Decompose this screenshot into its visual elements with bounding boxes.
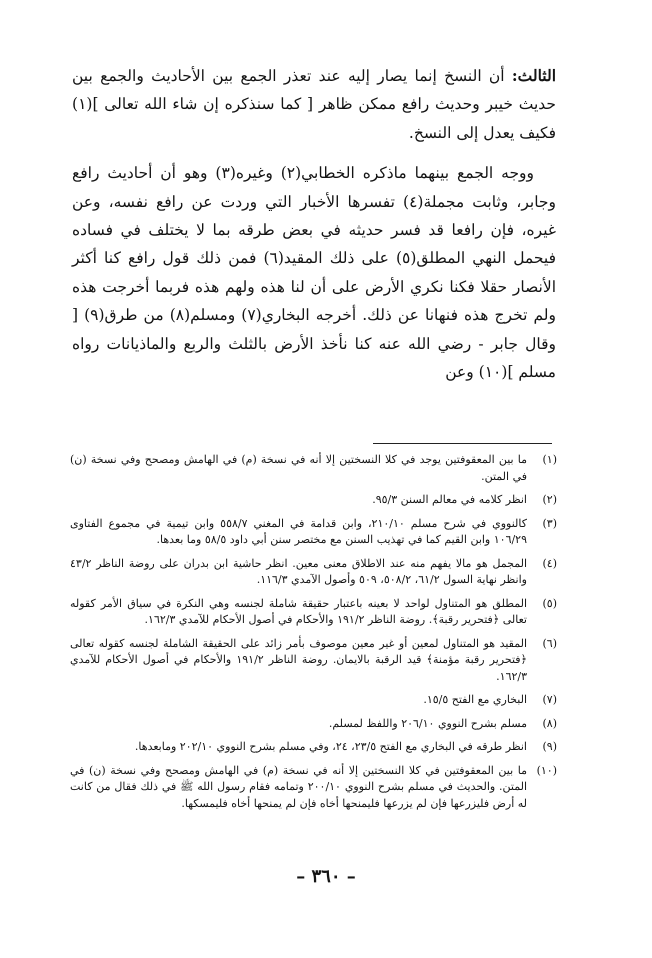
main-text xyxy=(72,62,556,386)
page-number: – ٣٦٠ – xyxy=(296,866,356,887)
footnote xyxy=(70,692,557,709)
footnote xyxy=(70,452,557,485)
paragraph-1-text: أن النسخ إنما يصار إليه عند تعذر الجمع بين الأحاديث والجمع بين حديث خيبر وحديث رافع ممكن ظاهر [ كما سنذكره إن شاء الله تعالى ](١) فكيف يعدل إلى النسخ. xyxy=(72,67,556,142)
footnote-text: المطلق هو المتناول لواحد لا بعينه باعتبار حقيقة شاملة لجنسه وهي النكرة في سياق الأمر كقوله تعالى ﴿فتحرير رقبة﴾. روضة الناظر ١٩١/٢ والأحكام في أصول الأحكام للآمدي ١٦٢/٣. xyxy=(70,596,527,626)
footnote-text: انظر طرقه في البخاري مع الفتح ٢٣/٥، ٢٤، وفي مسلم بشرح النووي ٢٠٢/١٠ ومابعدها. xyxy=(134,740,527,753)
footnote-number: (٣) xyxy=(542,516,557,530)
footnotes xyxy=(70,452,557,819)
footnote-text: المقيد هو المتناول لمعين أو غير معين موصوف بأمر زائد على الحقيقة الشاملة لجنسه كقوله تعالى ﴿فتحرير رقبة مؤمنة﴾ قيد الرقبة بالايمان. روضة الناظر ١٩١/٢ والأحكام في أصول الأحكام للآمدي ١٦٢/٣. xyxy=(70,636,527,683)
footnote-number: (٦) xyxy=(542,636,557,650)
footnote xyxy=(70,596,557,629)
paragraph-lead: الثالث: xyxy=(511,66,556,85)
footnote-number: (٤) xyxy=(542,556,557,570)
paragraph-2: ووجه الجمع بينهما ماذكره الخطابي(٢) وغيره(٣) وهو أن أحاديث رافع وجابر، وثابت مجملة(٤) تفسرها الأخبار التي وردت عن رافع نفسه، وعن غيره، فإن رافعا قد فسر حديثه في بعض طرقه بما لا يختلف في فساده فيحمل النهي المطلق(٥) على ذلك المقيد(٦) فمن ذلك قول رافع كنا أكثر الأنصار حقلا فكنا نكري الأرض على أن لنا هذه ولهم هذه فربما أخرجت هذه ولم تخرج هذه فنهانا عن ذلك. أخرجه البخاري(٧) ومسلم(٨) من طرق(٩) [ وقال جابر - رضي الله عنه كنا نأخذ الأرض بالثلث والربع والماذيانات رواه مسلم ](١٠) وعن xyxy=(72,164,557,382)
footnote-number: (٢) xyxy=(542,493,557,506)
footnote-number: (٨) xyxy=(542,716,557,730)
footnote-number: (٥) xyxy=(542,596,557,610)
footnote-number: (١) xyxy=(542,453,557,466)
footnote xyxy=(70,636,557,686)
footnote-divider xyxy=(373,443,552,444)
footnote xyxy=(70,739,557,756)
footnote-number: (١٠) xyxy=(536,763,557,777)
footnote-text: مسلم بشرح النووي ٢٠٦/١٠ واللفظ لمسلم. xyxy=(328,716,527,730)
paragraph-1 xyxy=(72,62,556,147)
footnote-text: المجمل هو مالا يفهم منه عند الاطلاق معنى معين. انظر حاشية ابن بدران على روضة الناظر ٤٣/٢ وانظر نهاية السول ٦١/٢، ٥٠٨/٢، ٥٠٩ وأصول الآمدي ١١٦/٣. xyxy=(70,556,527,586)
footnote xyxy=(70,556,557,589)
footnote-text: ما بين المعقوفتين يوجد في كلا النسختين إلا أنه في نسخة (م) في الهامش ومصحح وفي نسخة (ن) في المتن. xyxy=(70,453,527,483)
footnote-number: (٧) xyxy=(542,693,557,706)
footnote xyxy=(70,763,557,813)
footnote-text: كالنووي في شرح مسلم ٢١٠/١٠، وابن قدامة في المغني ٥٥٨/٧ وابن تيمية في مجموع الفتاوى ١٠٦/٢٩ وابن القيم كما في تهذيب السنن مع مختصر سنن أبي داود ٥٨/٥ وما بعدها. xyxy=(70,516,527,546)
footnote-text: البخاري مع الفتح ١٥/٥. xyxy=(423,693,527,706)
footnote xyxy=(70,492,557,509)
footnote xyxy=(70,516,557,549)
footnote-text: ما بين المعقوفتين في كلا النسختين إلا أنه في نسخة (م) في الهامش ومصحح وفي نسخة (ن) في المتن. والحديث في مسلم بشرح النووي ٢٠٠/١٠ وتمامه فقام رسول الله ﷺ في ذلك فقال من كانت له أرض فليزرعها فإن لم يزرعها فليمنحها أخاه فإن لم يمنحها أخاه فليمسكها. xyxy=(70,763,527,810)
footnote-text: انظر كلامه في معالم السنن ٩٥/٣. xyxy=(372,493,527,506)
footnote xyxy=(70,716,557,733)
footnote-number: (٩) xyxy=(542,740,557,753)
